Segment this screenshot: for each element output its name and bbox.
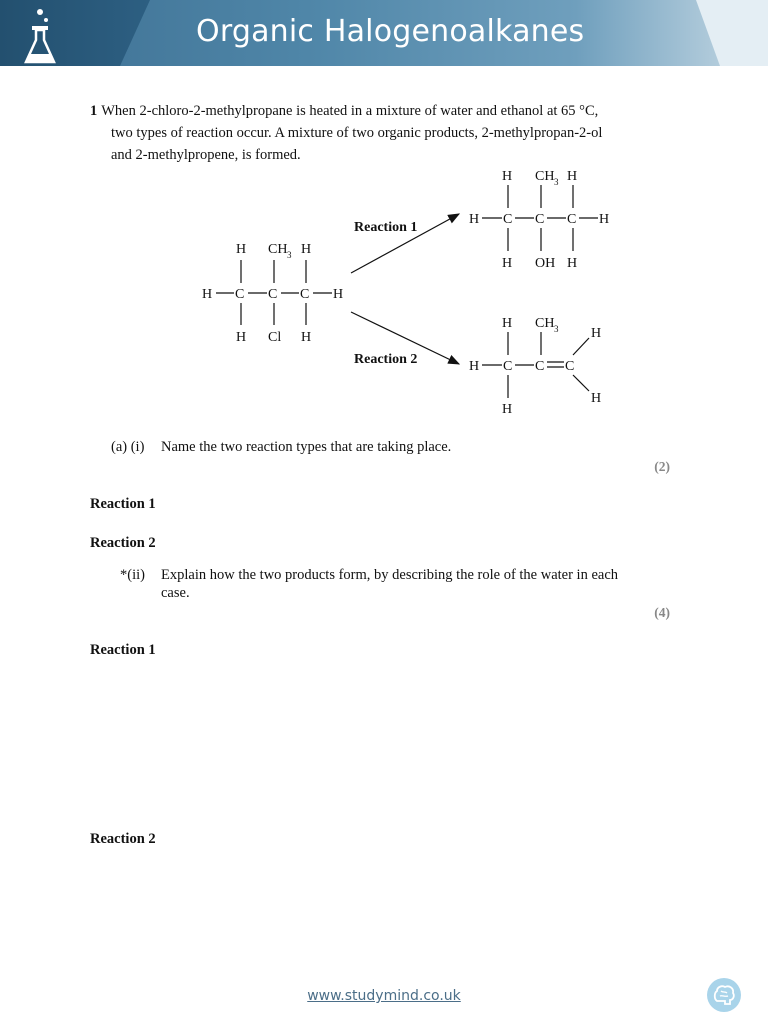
question-a-ii-label: *(ii) <box>120 567 145 583</box>
atom-c: C <box>268 287 278 302</box>
atom-c: C <box>300 287 310 302</box>
atom-h: H <box>591 391 602 406</box>
answer-label-reaction-1: Reaction 1 <box>90 496 156 512</box>
question-a-ii <box>120 566 650 602</box>
answer-label-reaction-2: Reaction 2 <box>90 535 156 551</box>
page-title: Organic Halogenoalkanes <box>196 14 585 49</box>
atom-c: C <box>565 359 575 374</box>
atom-c: C <box>235 287 245 302</box>
answer-label-reaction-2-explain: Reaction 2 <box>90 831 156 847</box>
product-2-molecule <box>469 316 601 417</box>
answer-label-reaction-1-explain: Reaction 1 <box>90 642 156 658</box>
subscript-3: 3 <box>554 177 559 187</box>
atom-h: H <box>502 316 513 331</box>
atom-h: H <box>502 169 513 184</box>
subscript-3: 3 <box>287 250 292 260</box>
atom-ch: CH <box>535 316 555 331</box>
atom-h: H <box>202 287 213 302</box>
atom-c: C <box>567 212 577 227</box>
question-a-i-text: Name the two reaction types that are taking place. <box>161 439 452 455</box>
atom-h: H <box>591 326 602 341</box>
atom-c: C <box>535 212 545 227</box>
marks-a-i: (2) <box>654 459 670 474</box>
question-a-i <box>111 439 451 456</box>
atom-h: H <box>236 330 247 345</box>
atom-oh: OH <box>535 256 556 271</box>
question-number: 1 <box>90 103 98 119</box>
question-a-i-label: (a) (i) <box>111 439 145 455</box>
atom-h: H <box>469 359 480 374</box>
atom-h: H <box>567 169 578 184</box>
question-a-ii-text: Explain how the two products form, by describing the role of the water in each case. <box>161 567 619 601</box>
atom-h: H <box>502 402 513 417</box>
atom-h: H <box>469 212 480 227</box>
atom-ch: CH <box>535 169 555 184</box>
atom-cl: Cl <box>268 330 282 345</box>
footer-link[interactable]: www.studymind.co.uk <box>307 988 461 1004</box>
atom-h: H <box>301 242 312 257</box>
intro-line-2: two types of reaction occur. A mixture of two organic products, 2-methylpropan-2-ol <box>111 125 603 141</box>
brain-icon <box>706 977 742 1013</box>
product-1-molecule <box>469 169 609 271</box>
atom-c: C <box>503 212 513 227</box>
atom-c: C <box>503 359 513 374</box>
atom-h: H <box>333 287 344 302</box>
intro-line-1: When 2-chloro-2-methylpropane is heated in a mixture of water and ethanol at 65 °C, <box>101 103 599 119</box>
atom-h: H <box>599 212 610 227</box>
reaction-diagram <box>0 0 768 430</box>
intro-line-3: and 2-methylpropene, is formed. <box>111 147 301 163</box>
reaction-2-label: Reaction 2 <box>354 352 418 367</box>
marks-a-ii: (4) <box>654 605 670 620</box>
atom-h: H <box>502 256 513 271</box>
atom-c: C <box>535 359 545 374</box>
reaction-1-label: Reaction 1 <box>354 220 418 235</box>
subscript-3: 3 <box>554 324 559 334</box>
atom-h: H <box>301 330 312 345</box>
atom-h: H <box>567 256 578 271</box>
atom-h: H <box>236 242 247 257</box>
atom-ch: CH <box>268 242 288 257</box>
